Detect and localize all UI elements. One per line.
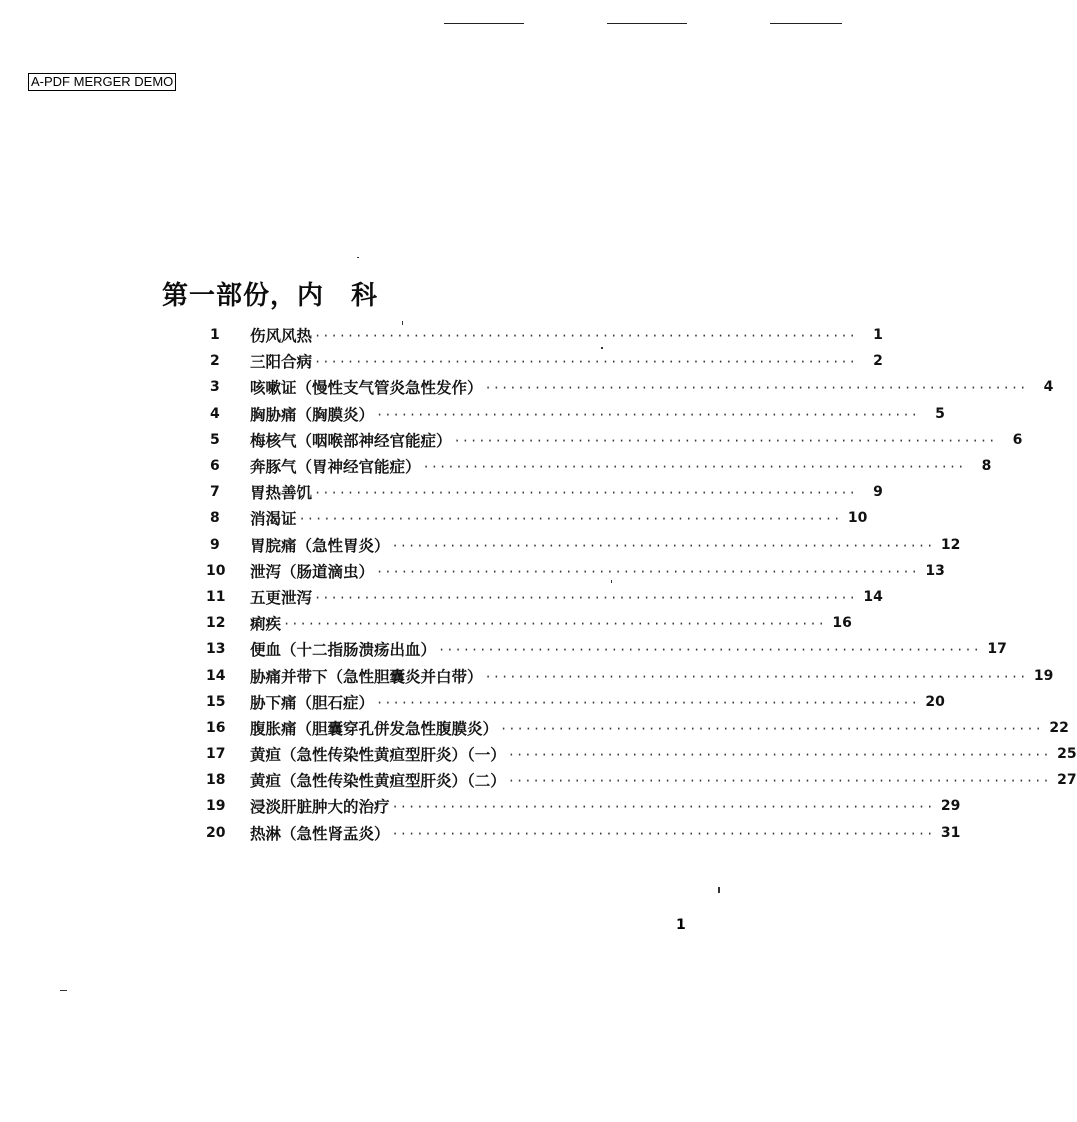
toc-entry [202,689,945,715]
toc-entry [202,636,1007,662]
toc-entry [202,793,961,819]
scan-speck [718,887,720,893]
toc-entry-title: 浸淡肝脏肿大的治疗 [250,797,390,817]
toc-entry-number: 14 [206,667,226,684]
toc-entry-title: 伤风风热 [250,326,313,346]
toc-entry-page: 6 [1012,431,1023,448]
toc-entry [202,322,883,348]
dot-leader: ·································································· [283,617,826,632]
dot-leader: ·································································· [314,590,857,605]
toc-entry-page: 5 [935,405,945,422]
toc-entry-page: 10 [847,510,868,527]
dot-leader: ·································································· [391,800,935,815]
dot-leader: ·································································· [391,538,935,553]
toc-entry-number: 15 [206,693,226,710]
table-of-contents [202,322,1077,846]
dot-leader: ·································································· [314,329,857,344]
toc-entry-title: 三阳合病 [250,352,313,372]
toc-entry-page: 29 [940,798,961,815]
toc-entry-title: 胸胁痛（胸膜炎） [250,404,375,424]
toc-entry-title: 便血（十二指肠溃疡出血） [250,640,437,660]
toc-entry-title: 胃脘痛（急性胃炎） [250,535,390,555]
scan-speck [60,990,67,991]
toc-entry-page: 20 [925,693,945,710]
toc-entry-page: 1 [873,327,883,344]
toc-entry-page: 25 [1057,746,1077,763]
toc-entry-page: 27 [1057,772,1077,789]
toc-entry [202,715,1069,741]
toc-entry-title: 痢疾 [250,614,282,634]
dot-leader: ·································································· [376,695,919,710]
toc-entry-number: 19 [206,798,226,815]
toc-entry-page: 31 [940,824,961,841]
toc-entry [202,820,961,846]
toc-entry-number: 7 [210,484,220,501]
toc-entry-number: 5 [210,431,220,448]
page-number: 1 [676,917,686,933]
dot-leader: ·································································· [298,512,842,527]
header-rule-3 [770,23,842,24]
toc-entry-page: 17 [987,641,1007,658]
toc-entry-number: 16 [206,719,226,736]
toc-entry-number: 3 [210,379,220,396]
toc-entry [202,584,883,610]
toc-entry-page: 22 [1049,719,1069,736]
toc-entry-number: 1 [210,327,220,344]
toc-entry [202,532,961,558]
dot-leader: ·································································· [507,748,1051,763]
dot-leader: ·································································· [391,826,935,841]
toc-entry-title: 泄泻（肠道滴虫） [250,561,375,581]
toc-entry-number: 18 [206,772,226,789]
toc-entry-number: 11 [206,588,226,605]
toc-entry-page: 9 [873,484,883,501]
toc-entry-number: 9 [210,536,220,553]
toc-entry-number: 12 [206,615,226,632]
toc-entry-title: 黄疸（急性传染性黄疸型肝炎）（一） [250,745,506,765]
toc-entry [202,374,1054,400]
header-rule-1 [444,23,524,24]
toc-entry-page: 14 [863,588,883,605]
toc-entry-title: 胁痛并带下（急性胆囊炎并白带） [250,666,483,686]
toc-entry-title: 胃热善饥 [250,483,313,503]
toc-entry-number: 6 [210,458,220,475]
toc-entry-title: 五更泄泻 [250,587,313,607]
dot-leader: ·································································· [453,433,997,448]
toc-entry [202,558,945,584]
toc-entry [202,479,883,505]
toc-entry-page: 12 [940,536,961,553]
toc-entry-page: 13 [925,562,945,579]
dot-leader: ·································································· [507,774,1051,789]
toc-entry-title: 热淋（急性肾盂炎） [250,823,390,843]
toc-entry-number: 4 [210,405,220,422]
toc-entry-page: 8 [981,458,992,475]
toc-entry [202,741,1077,767]
toc-entry [202,767,1077,793]
dot-leader: ·································································· [438,643,981,658]
dot-leader: ·································································· [484,669,1028,684]
toc-entry-title: 咳嗽证（慢性支气管炎急性发作） [250,378,483,398]
toc-entry-page: 2 [873,353,883,370]
toc-entry-title: 黄疸（急性传染性黄疸型肝炎）（二） [250,771,506,791]
toc-entry-title: 腹胀痛（胆囊穿孔併发急性腹膜炎） [250,718,499,738]
toc-entry-title: 梅核气（咽喉部神经官能症） [250,430,452,450]
toc-entry [202,348,883,374]
dot-leader: ·································································· [376,407,919,422]
toc-entry-title: 奔豚气（胃神经官能症） [250,457,421,477]
pdf-merger-watermark: A-PDF MERGER DEMO [28,73,176,91]
toc-entry [202,401,945,427]
toc-entry-number: 8 [210,510,220,527]
toc-entry [202,505,868,531]
dot-leader: ·································································· [376,564,919,579]
toc-entry-page: 4 [1043,379,1054,396]
toc-entry [202,610,852,636]
toc-entry-number: 2 [210,353,220,370]
toc-entry [202,662,1054,688]
dot-leader: ·································································· [500,721,1043,736]
toc-entry-number: 10 [206,562,226,579]
toc-entry [202,427,1023,453]
dot-leader: ·································································· [484,381,1028,396]
toc-entry-title: 消渴证 [250,509,297,529]
toc-entry-page: 16 [832,615,852,632]
dot-leader: ·································································· [422,460,966,475]
toc-entry-number: 17 [206,746,226,763]
toc-entry-page: 19 [1033,667,1054,684]
dot-leader: ·································································· [314,486,857,501]
header-rule-2 [607,23,687,24]
toc-entry [202,453,992,479]
toc-entry-number: 13 [206,641,226,658]
toc-entry-title: 胁下痛（胆石症） [250,692,375,712]
toc-entry-number: 20 [206,824,226,841]
scan-speck [357,257,359,258]
dot-leader: ·································································· [314,355,857,370]
section-heading: 第一部份，内 科 [162,281,379,311]
